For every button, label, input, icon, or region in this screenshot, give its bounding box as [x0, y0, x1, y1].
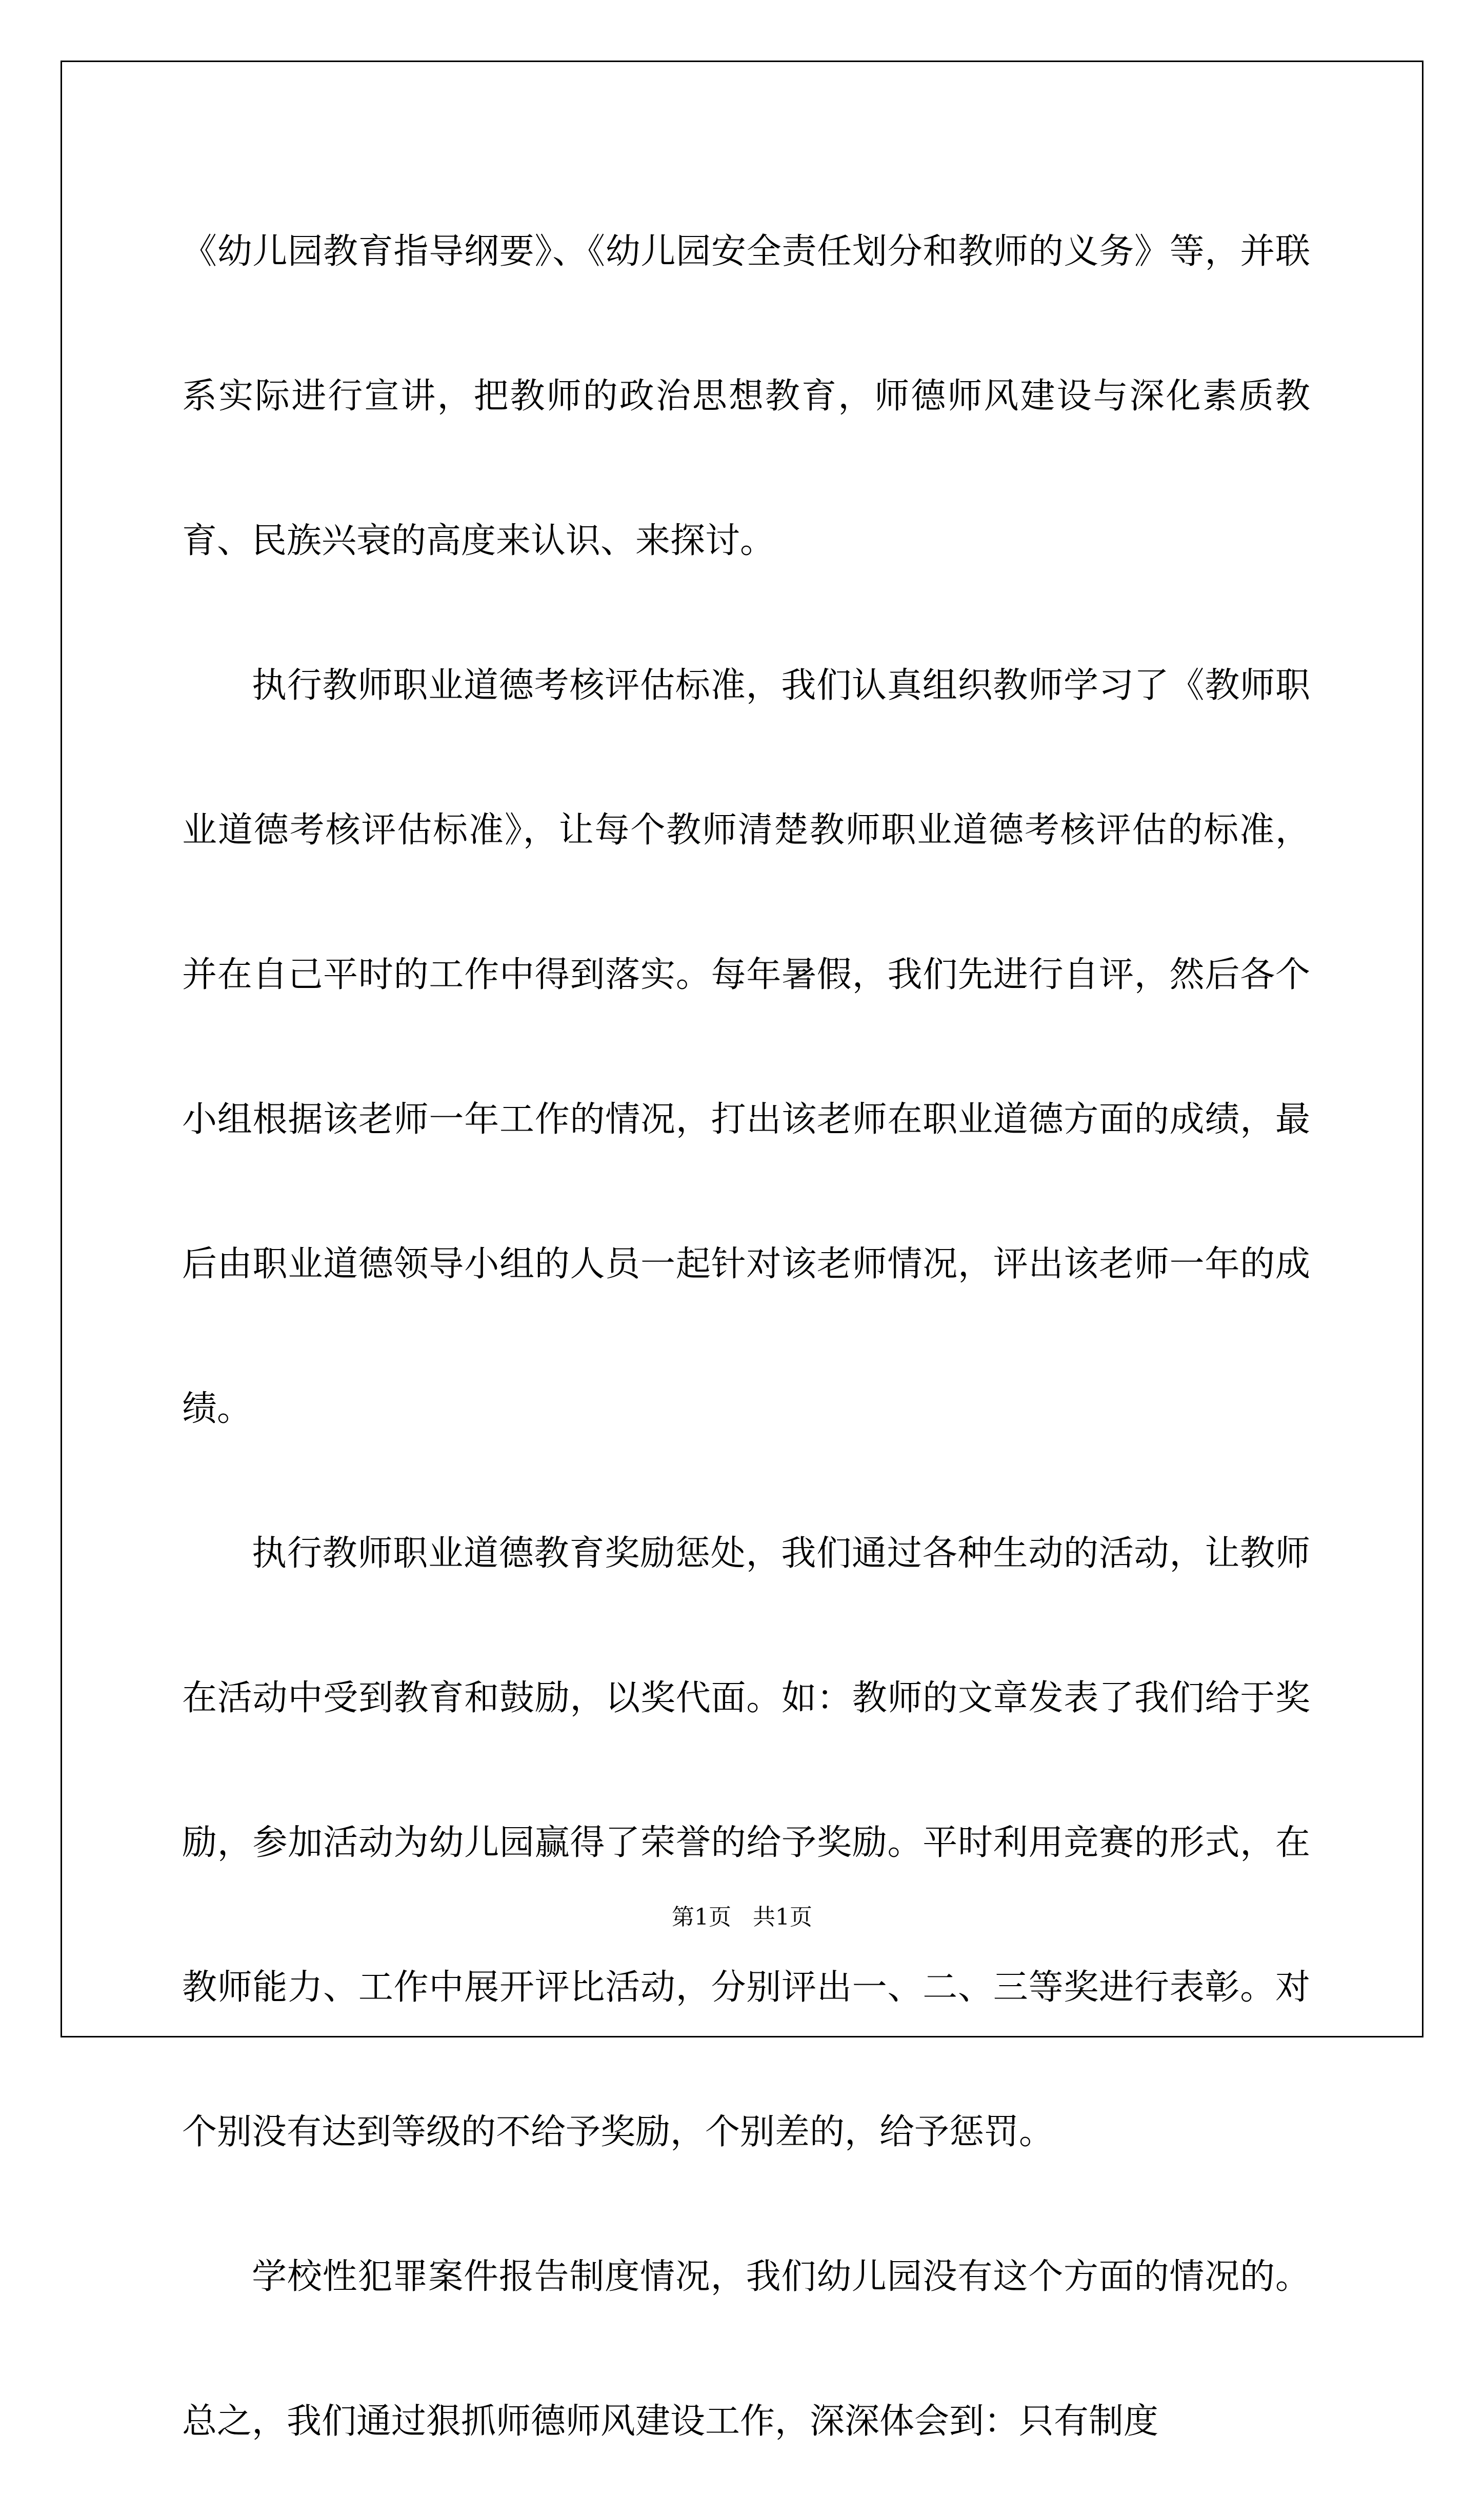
page-number-footer: 第1页 共1页 [672, 1904, 812, 1930]
paragraph-2: 执行教师职业道德考核评估标准，我们认真组织教师学习了《教师职业道德考核评估标准》，让每个教师清楚教师职业道德考核评估的标准，并在自己平时的工作中得到落实。每年暑假，我们先进行自评，然后各个小组根据该老师一年工作的情况，打出该老师在职业道德方面的成绩，最后由职业道德领导小组的人员一起针对该老师情况，评出该老师一年的成绩。 [182, 665, 1310, 1429]
paragraph-1: 《幼儿园教育指导纲要》、《幼儿园安全责任划分和教师的义务》等，并联系实际进行宣讲，把教师的政治思想教育，师德师风建设与深化素质教育、民族兴衰的高度来认识、来探讨。 [182, 231, 1310, 561]
paragraph-4: 学校性犯罪案件报告制度情况，我们幼儿园没有这个方面的情况的。总之，我们通过狠抓师德师风建设工作，深深体会到：只有制度 [182, 2257, 1310, 2442]
paragraph-3: 执行教师职业道德教育奖励惩处，我们通过各种生动的活动，让教师在活动中受到教育和鼓励，以奖代面。如：教师的文章发表了我们给于奖励，参加活动为幼儿园赢得了荣誉的给予奖励。平时利用竞赛的形式，在教师能力、工作中展开评比活动，分别评出一、二、三等奖进行表彰。对个别没有达到等级的不给予奖励，个别差的，给予惩罚。 [182, 1533, 1310, 2152]
document-body [182, 180, 1310, 2494]
